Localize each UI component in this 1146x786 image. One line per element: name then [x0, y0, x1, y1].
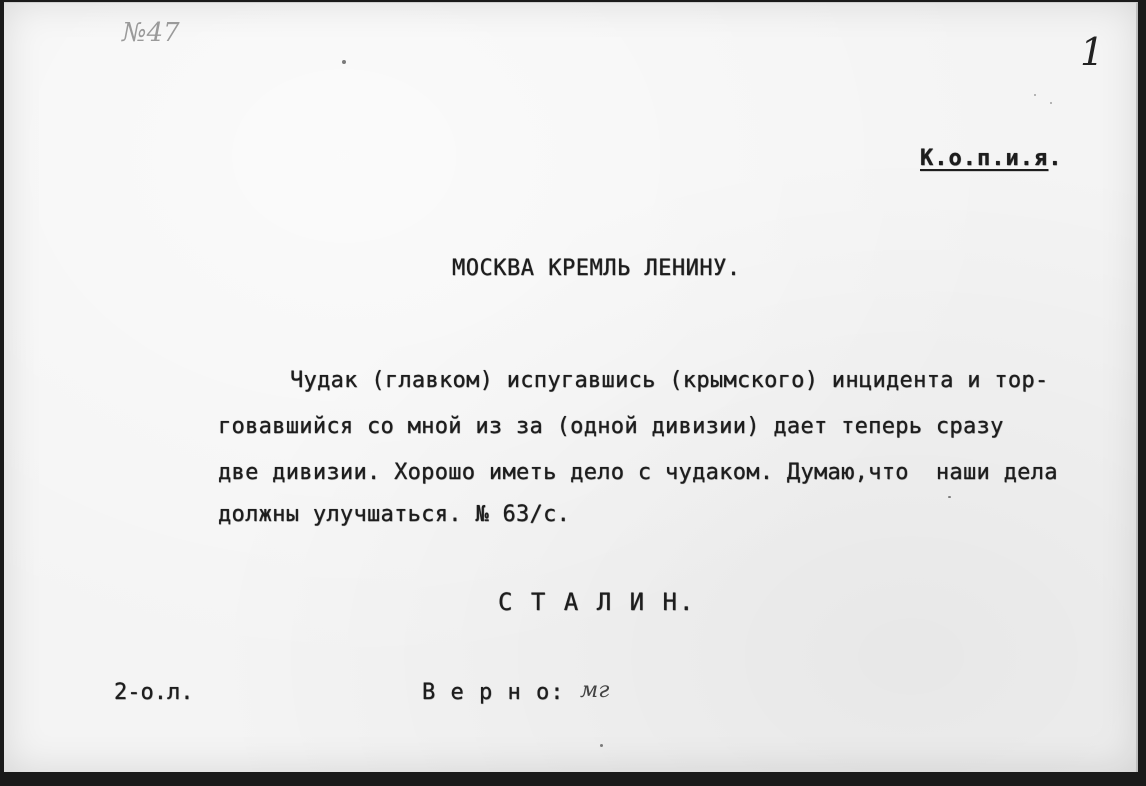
paper-speck: [342, 60, 346, 64]
body-line-2: говавшийся со мной из за (одной дивизии) дает теперь сразу: [218, 414, 1004, 439]
handwritten-archive-number: №47: [122, 18, 180, 48]
handwritten-page-number: 1: [1080, 30, 1105, 74]
signature: С Т А Л И Н.: [498, 588, 696, 616]
body-line-3: две дивизии. Хорошо иметь дело с чудаком. Думаю,что наши дела: [218, 460, 1058, 485]
copy-mark: [920, 146, 1062, 171]
certified-label: В е р н о:: [422, 680, 565, 705]
paper-speck: [600, 744, 603, 747]
paper-speck: [1034, 94, 1036, 96]
body-line-4: должны улучшаться. № 63/с.: [218, 502, 571, 527]
copy-mark-period: .: [1048, 146, 1063, 171]
reference-code: 2-о.л.: [114, 680, 194, 705]
paper-speck: [1050, 102, 1052, 104]
telegram-address: МОСКВА КРЕМЛЬ ЛЕНИНУ.: [452, 256, 741, 281]
handwritten-initials: мг: [580, 678, 610, 703]
paper-speck: [948, 496, 951, 498]
copy-mark-text: К.о.п.и.я: [920, 146, 1049, 171]
document-sheet: [4, 2, 1138, 772]
body-line-1: Чудак (главком) испугавшись (крымского) инцидента и тор-: [290, 368, 1049, 393]
